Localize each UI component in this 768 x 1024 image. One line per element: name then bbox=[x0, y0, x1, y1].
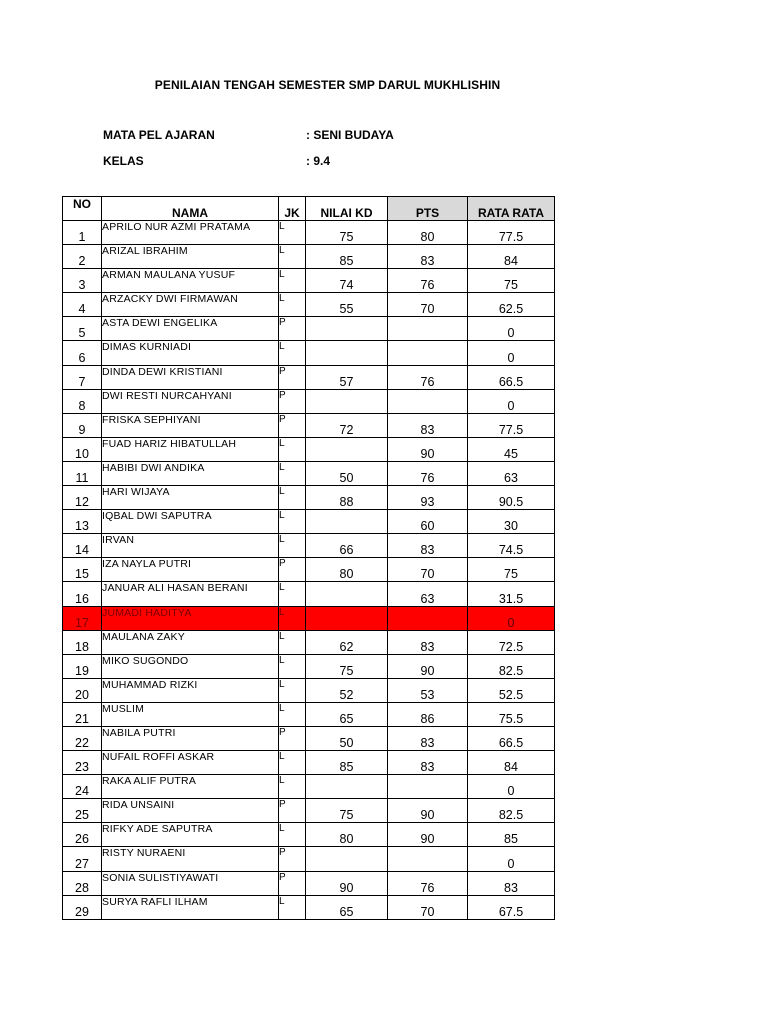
cell-nama: RIDA UNSAINI bbox=[102, 799, 279, 823]
cell-no: 20 bbox=[63, 678, 102, 702]
table-row bbox=[63, 365, 555, 389]
cell-nilai-kd: 50 bbox=[306, 461, 388, 485]
cell-nilai-kd bbox=[306, 510, 388, 534]
cell-no: 18 bbox=[63, 630, 102, 654]
cell-no: 1 bbox=[63, 221, 102, 245]
cell-nilai-kd: 57 bbox=[306, 365, 388, 389]
table-row bbox=[63, 245, 555, 269]
cell-nama: RISTY NURAENI bbox=[102, 847, 279, 871]
cell-jk: L bbox=[279, 461, 306, 485]
cell-nama: ARZACKY DWI FIRMAWAN bbox=[102, 293, 279, 317]
cell-nama: DINDA DEWI KRISTIANI bbox=[102, 365, 279, 389]
cell-nilai-kd: 50 bbox=[306, 726, 388, 750]
cell-jk: P bbox=[279, 726, 306, 750]
cell-nilai-kd: 75 bbox=[306, 654, 388, 678]
cell-no: 4 bbox=[63, 293, 102, 317]
cell-nama: DIMAS KURNIADI bbox=[102, 341, 279, 365]
cell-jk: L bbox=[279, 437, 306, 461]
cell-no: 9 bbox=[63, 413, 102, 437]
cell-no: 11 bbox=[63, 461, 102, 485]
cell-pts bbox=[388, 317, 468, 341]
table-row bbox=[63, 437, 555, 461]
cell-no: 29 bbox=[63, 895, 102, 919]
cell-no: 13 bbox=[63, 510, 102, 534]
cell-pts: 76 bbox=[388, 461, 468, 485]
cell-jk: L bbox=[279, 245, 306, 269]
cell-jk: L bbox=[279, 582, 306, 606]
class-label: KELAS bbox=[103, 154, 144, 168]
table-row bbox=[63, 606, 555, 630]
cell-rata-rata: 0 bbox=[468, 847, 555, 871]
table-row bbox=[63, 654, 555, 678]
table-row bbox=[63, 486, 555, 510]
cell-jk: L bbox=[279, 293, 306, 317]
cell-jk: L bbox=[279, 606, 306, 630]
cell-nilai-kd: 52 bbox=[306, 678, 388, 702]
cell-jk: L bbox=[279, 341, 306, 365]
cell-pts: 93 bbox=[388, 486, 468, 510]
cell-nama: FUAD HARIZ HIBATULLAH bbox=[102, 437, 279, 461]
cell-rata-rata: 0 bbox=[468, 341, 555, 365]
cell-pts bbox=[388, 606, 468, 630]
table-row bbox=[63, 534, 555, 558]
cell-no: 7 bbox=[63, 365, 102, 389]
cell-pts: 76 bbox=[388, 269, 468, 293]
cell-no: 10 bbox=[63, 437, 102, 461]
cell-no: 26 bbox=[63, 823, 102, 847]
cell-pts bbox=[388, 389, 468, 413]
table-row bbox=[63, 751, 555, 775]
cell-rata-rata: 77.5 bbox=[468, 413, 555, 437]
cell-pts: 90 bbox=[388, 654, 468, 678]
table-row bbox=[63, 630, 555, 654]
header-nama: NAMA bbox=[102, 197, 279, 221]
cell-jk: P bbox=[279, 871, 306, 895]
cell-nama: JUMADI HADITYA bbox=[102, 606, 279, 630]
cell-nilai-kd: 65 bbox=[306, 702, 388, 726]
cell-no: 25 bbox=[63, 799, 102, 823]
cell-no: 23 bbox=[63, 751, 102, 775]
cell-rata-rata: 67.5 bbox=[468, 895, 555, 919]
cell-nilai-kd: 88 bbox=[306, 486, 388, 510]
header-nilai-kd: NILAI KD bbox=[306, 197, 388, 221]
cell-no: 16 bbox=[63, 582, 102, 606]
cell-nilai-kd: 75 bbox=[306, 221, 388, 245]
subject-label: MATA PEL AJARAN bbox=[103, 128, 215, 142]
cell-rata-rata: 84 bbox=[468, 245, 555, 269]
cell-pts: 76 bbox=[388, 871, 468, 895]
cell-rata-rata: 75 bbox=[468, 558, 555, 582]
table-row bbox=[63, 678, 555, 702]
cell-rata-rata: 52.5 bbox=[468, 678, 555, 702]
cell-pts: 70 bbox=[388, 895, 468, 919]
cell-nama: IQBAL DWI SAPUTRA bbox=[102, 510, 279, 534]
cell-rata-rata: 0 bbox=[468, 389, 555, 413]
table-header-row bbox=[63, 197, 555, 221]
cell-pts bbox=[388, 341, 468, 365]
table-row bbox=[63, 702, 555, 726]
table-row bbox=[63, 775, 555, 799]
cell-jk: P bbox=[279, 389, 306, 413]
cell-nilai-kd: 72 bbox=[306, 413, 388, 437]
cell-pts: 70 bbox=[388, 558, 468, 582]
cell-pts: 83 bbox=[388, 245, 468, 269]
cell-nilai-kd bbox=[306, 775, 388, 799]
cell-jk: P bbox=[279, 413, 306, 437]
cell-rata-rata: 31.5 bbox=[468, 582, 555, 606]
cell-no: 21 bbox=[63, 702, 102, 726]
cell-rata-rata: 74.5 bbox=[468, 534, 555, 558]
table-row bbox=[63, 823, 555, 847]
cell-nama: FRISKA SEPHIYANI bbox=[102, 413, 279, 437]
cell-nama: SONIA SULISTIYAWATI bbox=[102, 871, 279, 895]
cell-pts: 83 bbox=[388, 751, 468, 775]
cell-jk: L bbox=[279, 751, 306, 775]
table-row bbox=[63, 871, 555, 895]
cell-jk: L bbox=[279, 630, 306, 654]
header-rata-rata: RATA RATA bbox=[468, 197, 555, 221]
cell-nama: RIFKY ADE SAPUTRA bbox=[102, 823, 279, 847]
cell-rata-rata: 0 bbox=[468, 775, 555, 799]
cell-pts: 60 bbox=[388, 510, 468, 534]
cell-rata-rata: 82.5 bbox=[468, 654, 555, 678]
cell-no: 17 bbox=[63, 606, 102, 630]
cell-nilai-kd: 62 bbox=[306, 630, 388, 654]
cell-nilai-kd: 55 bbox=[306, 293, 388, 317]
cell-nilai-kd: 85 bbox=[306, 751, 388, 775]
cell-nama: RAKA ALIF PUTRA bbox=[102, 775, 279, 799]
cell-jk: P bbox=[279, 799, 306, 823]
cell-rata-rata: 83 bbox=[468, 871, 555, 895]
cell-nama: ARIZAL IBRAHIM bbox=[102, 245, 279, 269]
cell-no: 6 bbox=[63, 341, 102, 365]
grades-table bbox=[62, 196, 555, 920]
cell-rata-rata: 77.5 bbox=[468, 221, 555, 245]
cell-nama: MUHAMMAD RIZKI bbox=[102, 678, 279, 702]
cell-no: 15 bbox=[63, 558, 102, 582]
cell-nilai-kd: 65 bbox=[306, 895, 388, 919]
cell-rata-rata: 72.5 bbox=[468, 630, 555, 654]
cell-nilai-kd bbox=[306, 437, 388, 461]
cell-pts: 76 bbox=[388, 365, 468, 389]
cell-rata-rata: 85 bbox=[468, 823, 555, 847]
cell-nilai-kd: 75 bbox=[306, 799, 388, 823]
cell-no: 14 bbox=[63, 534, 102, 558]
table-row bbox=[63, 461, 555, 485]
cell-nilai-kd bbox=[306, 389, 388, 413]
cell-rata-rata: 66.5 bbox=[468, 365, 555, 389]
cell-jk: P bbox=[279, 317, 306, 341]
cell-rata-rata: 0 bbox=[468, 317, 555, 341]
cell-no: 22 bbox=[63, 726, 102, 750]
cell-jk: P bbox=[279, 847, 306, 871]
cell-nama: IRVAN bbox=[102, 534, 279, 558]
cell-no: 12 bbox=[63, 486, 102, 510]
cell-jk: L bbox=[279, 534, 306, 558]
cell-no: 28 bbox=[63, 871, 102, 895]
header-jk: JK bbox=[279, 197, 306, 221]
header-pts: PTS bbox=[388, 197, 468, 221]
subject-value: : SENI BUDAYA bbox=[306, 128, 394, 142]
cell-nama: MAULANA ZAKY bbox=[102, 630, 279, 654]
cell-no: 27 bbox=[63, 847, 102, 871]
cell-nilai-kd bbox=[306, 317, 388, 341]
cell-pts: 86 bbox=[388, 702, 468, 726]
cell-nilai-kd: 80 bbox=[306, 823, 388, 847]
table-row bbox=[63, 510, 555, 534]
cell-no: 8 bbox=[63, 389, 102, 413]
cell-nilai-kd bbox=[306, 582, 388, 606]
cell-pts: 83 bbox=[388, 534, 468, 558]
cell-nama: ARMAN MAULANA YUSUF bbox=[102, 269, 279, 293]
cell-jk: L bbox=[279, 654, 306, 678]
cell-nilai-kd: 74 bbox=[306, 269, 388, 293]
table-row bbox=[63, 799, 555, 823]
cell-nilai-kd: 90 bbox=[306, 871, 388, 895]
cell-jk: L bbox=[279, 486, 306, 510]
cell-no: 3 bbox=[63, 269, 102, 293]
cell-jk: P bbox=[279, 558, 306, 582]
cell-nama: JANUAR ALI HASAN BERANI bbox=[102, 582, 279, 606]
class-value: : 9.4 bbox=[306, 154, 331, 168]
document-title: PENILAIAN TENGAH SEMESTER SMP DARUL MUKHLISHIN bbox=[154, 78, 501, 92]
cell-nilai-kd: 66 bbox=[306, 534, 388, 558]
table-row bbox=[63, 269, 555, 293]
table-row bbox=[63, 413, 555, 437]
cell-pts: 90 bbox=[388, 823, 468, 847]
cell-nama: MUSLIM bbox=[102, 702, 279, 726]
cell-nama: APRILO NUR AZMI PRATAMA bbox=[102, 221, 279, 245]
cell-nama: NUFAIL ROFFI ASKAR bbox=[102, 751, 279, 775]
cell-jk: L bbox=[279, 775, 306, 799]
cell-pts: 70 bbox=[388, 293, 468, 317]
table-row bbox=[63, 341, 555, 365]
cell-jk: L bbox=[279, 510, 306, 534]
cell-nama: IZA NAYLA PUTRI bbox=[102, 558, 279, 582]
cell-rata-rata: 0 bbox=[468, 606, 555, 630]
grades-table-body bbox=[63, 221, 555, 920]
cell-rata-rata: 75.5 bbox=[468, 702, 555, 726]
cell-pts bbox=[388, 775, 468, 799]
cell-pts: 53 bbox=[388, 678, 468, 702]
cell-pts bbox=[388, 847, 468, 871]
cell-jk: L bbox=[279, 702, 306, 726]
cell-nama: SURYA RAFLI ILHAM bbox=[102, 895, 279, 919]
cell-jk: L bbox=[279, 823, 306, 847]
cell-pts: 90 bbox=[388, 437, 468, 461]
table-row bbox=[63, 895, 555, 919]
cell-rata-rata: 66.5 bbox=[468, 726, 555, 750]
cell-nama: MIKO SUGONDO bbox=[102, 654, 279, 678]
cell-jk: L bbox=[279, 895, 306, 919]
cell-rata-rata: 62.5 bbox=[468, 293, 555, 317]
cell-jk: L bbox=[279, 678, 306, 702]
table-row bbox=[63, 726, 555, 750]
cell-nama: HABIBI DWI ANDIKA bbox=[102, 461, 279, 485]
cell-rata-rata: 82.5 bbox=[468, 799, 555, 823]
cell-rata-rata: 84 bbox=[468, 751, 555, 775]
cell-pts: 83 bbox=[388, 630, 468, 654]
table-row bbox=[63, 582, 555, 606]
cell-nilai-kd: 85 bbox=[306, 245, 388, 269]
table-row bbox=[63, 558, 555, 582]
cell-no: 19 bbox=[63, 654, 102, 678]
cell-rata-rata: 45 bbox=[468, 437, 555, 461]
cell-nilai-kd bbox=[306, 847, 388, 871]
cell-pts: 80 bbox=[388, 221, 468, 245]
cell-nilai-kd: 80 bbox=[306, 558, 388, 582]
cell-nama: HARI WIJAYA bbox=[102, 486, 279, 510]
cell-jk: L bbox=[279, 269, 306, 293]
cell-nama: ASTA DEWI ENGELIKA bbox=[102, 317, 279, 341]
cell-pts: 83 bbox=[388, 726, 468, 750]
cell-nama: NABILA PUTRI bbox=[102, 726, 279, 750]
cell-nilai-kd bbox=[306, 606, 388, 630]
cell-pts: 90 bbox=[388, 799, 468, 823]
cell-rata-rata: 90.5 bbox=[468, 486, 555, 510]
table-row bbox=[63, 317, 555, 341]
cell-no: 2 bbox=[63, 245, 102, 269]
cell-nama: DWI RESTI NURCAHYANI bbox=[102, 389, 279, 413]
cell-no: 24 bbox=[63, 775, 102, 799]
cell-nilai-kd bbox=[306, 341, 388, 365]
cell-rata-rata: 63 bbox=[468, 461, 555, 485]
cell-rata-rata: 30 bbox=[468, 510, 555, 534]
cell-no: 5 bbox=[63, 317, 102, 341]
cell-jk: P bbox=[279, 365, 306, 389]
table-row bbox=[63, 221, 555, 245]
table-row bbox=[63, 847, 555, 871]
table-row bbox=[63, 389, 555, 413]
cell-pts: 63 bbox=[388, 582, 468, 606]
table-row bbox=[63, 293, 555, 317]
cell-jk: L bbox=[279, 221, 306, 245]
cell-pts: 83 bbox=[388, 413, 468, 437]
cell-rata-rata: 75 bbox=[468, 269, 555, 293]
header-no: NO bbox=[63, 197, 102, 221]
